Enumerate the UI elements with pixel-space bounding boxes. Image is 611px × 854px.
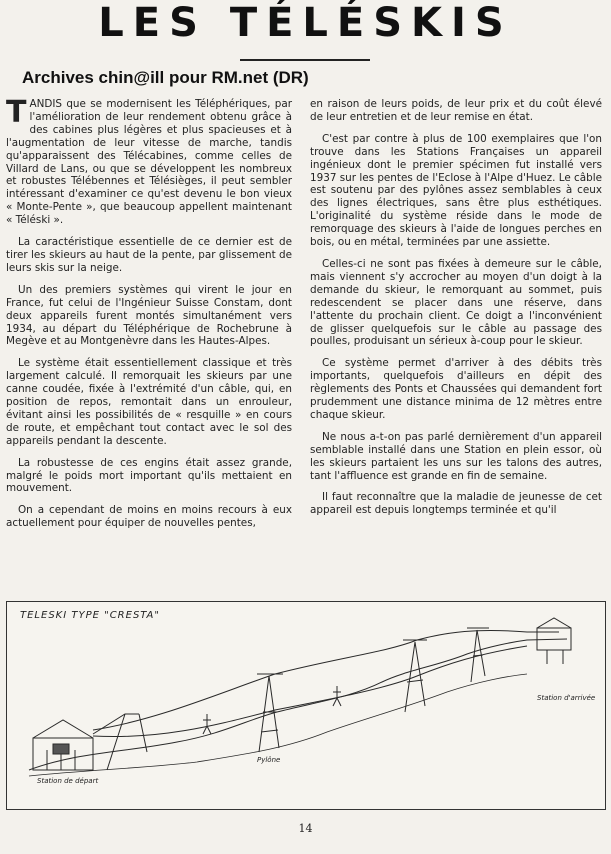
- paragraph: Celles-ci ne sont pas fixées à demeure sur le câble, mais viennent s'y accrocher au moyen d'un doigt à la demande du skieur, le remorquant au sommet, puis redescendent se placer dans une réserve, dans l'attente du prochain client. Ce doigt a l'inconvénient de glisser quelquefois sur le câble au passage des poulles, produisant un sérieux à-coup pour le skieur.: [310, 257, 602, 348]
- paragraph: C'est par contre à plus de 100 exemplaires que l'on trouve dans les Stations Françaises un appareil ingénieux dont le premier spécimen fut installé vers 1937 sur les pentes de l'Eclose à l'Alpe d'Huez. Le câble est soutenu par des pylônes assez semblables à ceux des lignes électriques, sans être plus esthétiques. L'originalité du système réside dans le mode de remorquage des skieurs à l'aide de longues perches en bois, ou en métal, terminées par une assiette.: [310, 132, 602, 249]
- skier: [203, 714, 211, 734]
- paragraph: Ce système permet d'arriver à des débits très importants, quelquefois d'ailleurs en dépit des règlements des Ponts et Chaussées qui demandent fort prudemment une distance minima de 12 mètres entre chaque skieur.: [310, 357, 602, 421]
- article-right-column: [310, 98, 602, 526]
- paragraph: La robustesse de ces engins était assez grande, malgré le poids mort important qu'ils mettaient en mouvement.: [6, 456, 292, 495]
- article-left-column: [6, 95, 292, 539]
- departure-station: [33, 720, 93, 770]
- title-underline: [240, 59, 370, 61]
- pylon: [467, 628, 489, 682]
- start-ramp: [93, 714, 147, 770]
- arrival-station-label: Station d'arrivée: [537, 694, 596, 702]
- paragraph: en raison de leurs poids, de leur prix et du coût élevé de leur entretien et de leur remise en état.: [310, 98, 602, 123]
- skier: [333, 686, 341, 706]
- paragraph: Un des premiers systèmes qui virent le jour en France, fut celui de l'Ingénieur Suisse Constam, dont deux appareils furent montés simultanément vers 1934, au départ du Téléphérique de Rochebrune à Megève et au Montgenèvre dans les Hautes-Alpes.: [6, 283, 292, 348]
- teleski-diagram: [6, 601, 606, 810]
- paragraph: On a cependant de moins en moins recours à eux actuellement pour équiper de nouvelles pentes,: [6, 504, 292, 530]
- pylon-label: Pylône: [257, 756, 281, 764]
- pylon: [403, 640, 427, 712]
- drop-cap: T: [6, 95, 27, 130]
- paragraph: Le système était essentiellement classique et très largement calculé. Il remorquait les skieurs par une canne coudée, fixée à l'extrémité d'un câble, qui, en position de repos, remontait dans un enrouleur, évitant ainsi les possibilités de « resquille » en cours de route, et empêchant tout contact avec le sol des appareils pendant la descente.: [6, 357, 292, 447]
- page-title: LES TÉLÉSKIS: [98, 0, 513, 46]
- page-number: 14: [298, 822, 313, 835]
- paragraph-text: ANDIS que se modernisent les Téléphériques, par l'amélioration de leur rendement obtenu grâce à des cabines plus légères et plus spacieuses et à l'augmentation de leur vitesse de marche, tandis qu'apparaissent des Télécabines, comme celles de Villard de Lans, ou que se développent les nombreux et robustes Télébennes et Télésièges, il peut sembler intéressant d'examiner ce qu'est devenu le bon vieux « Monte-Pente », que beaucoup appellent maintenant « Téléski ».: [6, 98, 292, 227]
- paragraph: Il faut reconnaître que la maladie de jeunesse de cet appareil est depuis longtemps terminée et qu'il: [310, 491, 602, 517]
- archive-watermark: Archives chin@ill pour RM.net (DR): [22, 68, 309, 87]
- return-cable: [93, 646, 527, 737]
- paragraph: [6, 95, 292, 227]
- arrival-station: [537, 618, 571, 664]
- departure-station-label: Station de départ: [37, 777, 99, 785]
- pylon: [257, 674, 283, 752]
- slope-profile: [29, 639, 567, 770]
- paragraph: Ne nous a-t-on pas parlé dernièrement d'un appareil semblable installé dans une Station en plein essor, où les skieurs partaient les uns sur les talons des autres, tant l'affluence est grande en fin de semaine.: [310, 430, 602, 482]
- paragraph: La caractéristique essentielle de ce dernier est de tirer les skieurs au haut de la pente, par glissement de leurs skis sur la neige.: [6, 236, 292, 274]
- diagram-title: TELESKI TYPE "CRESTA": [20, 610, 160, 621]
